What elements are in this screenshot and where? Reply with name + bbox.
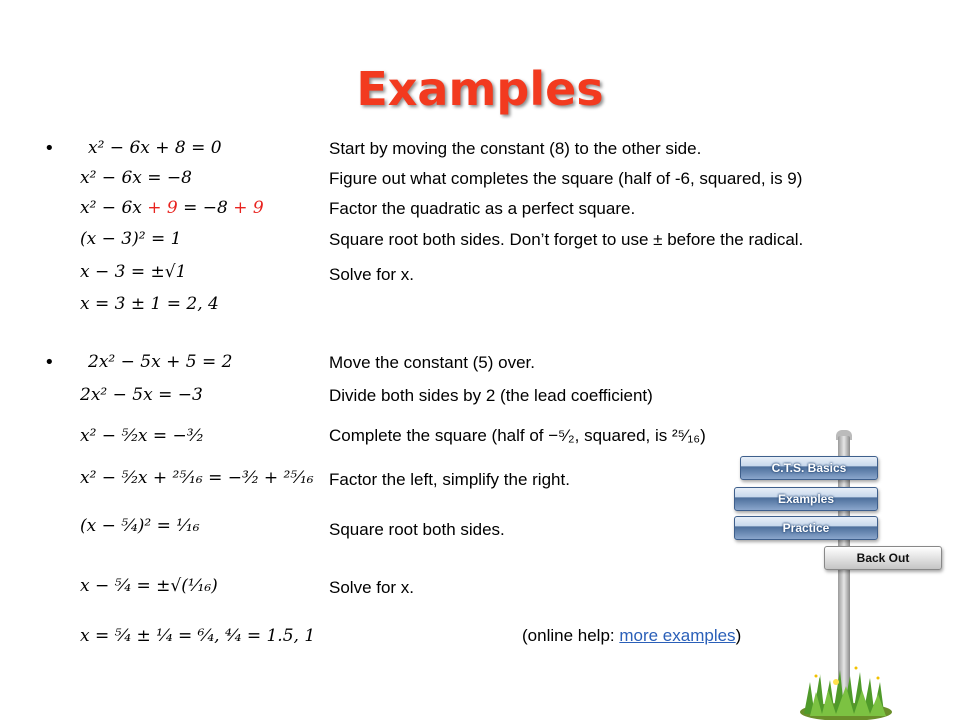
ex1-math-3b: = −8 bbox=[177, 198, 234, 218]
ex1-math-5: x − 3 = ±√1 bbox=[80, 262, 187, 282]
ex1-added-term-right: + 9 bbox=[233, 198, 264, 218]
ex2-math-5: (x − ⁵⁄₄)² = ¹⁄₁₆ bbox=[80, 516, 200, 536]
ex2-math-1: 2x² − 5x + 5 = 2 bbox=[88, 352, 233, 372]
ex2-step-6: Solve for x. bbox=[329, 578, 415, 597]
ex2-step-1: Move the constant (5) over. bbox=[329, 353, 535, 372]
ex1-step-3: Factor the quadratic as a perfect square. bbox=[329, 199, 636, 218]
ex1-step-5: Solve for x. bbox=[329, 265, 415, 284]
ex2-math-7: x = ⁵⁄₄ ± ¹⁄₄ = ⁶⁄₄, ⁴⁄₄ = 1.5, 1 bbox=[80, 626, 316, 646]
ex1-math-3 bbox=[80, 198, 264, 218]
ex1-math-4: (x − 3)² = 1 bbox=[80, 229, 182, 249]
ex1-step-4: Square root both sides. Don’t forget to use ± before the radical. bbox=[329, 230, 804, 249]
ex2-step-3: Complete the square (half of −⁵⁄₂, squared, is ²⁵⁄₁₆) bbox=[329, 426, 706, 445]
ex2-math-4: x² − ⁵⁄₂x + ²⁵⁄₁₆ = −³⁄₂ + ²⁵⁄₁₆ bbox=[80, 468, 314, 488]
online-help-prefix: (online help: bbox=[522, 626, 620, 645]
ex2-math-2: 2x² − 5x = −3 bbox=[80, 385, 203, 405]
ex1-math-2: x² − 6x = −8 bbox=[80, 168, 192, 188]
online-help bbox=[522, 626, 741, 646]
ex2-math-6: x − ⁵⁄₄ = ±√(¹⁄₁₆) bbox=[80, 576, 218, 596]
nav-back-out-button[interactable]: Back Out bbox=[824, 546, 942, 570]
more-examples-link[interactable]: more examples bbox=[619, 626, 736, 645]
online-help-suffix: ) bbox=[735, 626, 742, 645]
ex2-step-5: Square root both sides. bbox=[329, 520, 505, 539]
grass-flowers-icon bbox=[796, 652, 896, 720]
ex1-added-term-left: + 9 bbox=[147, 198, 178, 218]
ex1-step-2: Figure out what completes the square (half of -6, squared, is 9) bbox=[329, 169, 803, 188]
bullet-2: • bbox=[44, 352, 55, 373]
ex2-step-2: Divide both sides by 2 (the lead coefficient) bbox=[329, 386, 653, 405]
nav-examples-button[interactable]: Examples bbox=[734, 487, 878, 511]
ex1-math-1: x² − 6x + 8 = 0 bbox=[88, 138, 222, 158]
ex1-math-6: x = 3 ± 1 = 2, 4 bbox=[80, 294, 219, 314]
nav-cts-basics-button[interactable]: C.T.S. Basics bbox=[740, 456, 878, 480]
bullet-1: • bbox=[44, 138, 55, 159]
nav-practice-button[interactable]: Practice bbox=[734, 516, 878, 540]
ex2-step-4: Factor the left, simplify the right. bbox=[329, 470, 570, 489]
ex1-math-3a: x² − 6x bbox=[80, 198, 148, 218]
slide-title: Examples bbox=[356, 62, 604, 116]
ex2-math-3: x² − ⁵⁄₂x = −³⁄₂ bbox=[80, 426, 204, 446]
ex1-step-1: Start by moving the constant (8) to the other side. bbox=[329, 139, 702, 158]
